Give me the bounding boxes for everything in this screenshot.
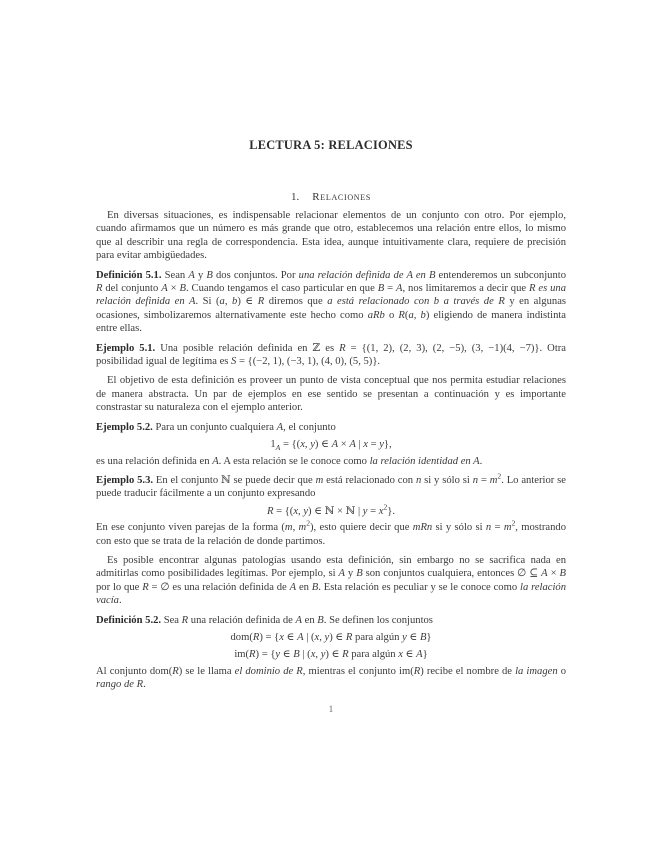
text-segment: y [324,631,330,643]
text-segment: Ejemplo 5.1. [96,342,156,354]
text-segment: . [118,595,122,607]
text-segment: A [289,581,297,593]
text-segment: R [252,631,260,643]
text-segment: ), esto quiere decir que [310,522,413,534]
text-segment: y [344,568,357,580]
text-segment: = {( [280,439,301,451]
text-segment: por lo que [96,581,143,593]
text-segment: está relacionado con [323,474,416,486]
text-segment: = [384,283,396,295]
text-segment: diremos que [264,296,328,308]
text-segment: m [503,522,512,534]
text-segment: ) ∈ [237,296,258,308]
text-segment: ) recibe el nombre de [420,665,516,677]
text-segment: En diversas situaciones, es indispensable relacionar elementos de un conjunto con otro. Por ejemplo, cuando afirmamos que un número es más grande que otro, establecemos una relación entre ellos, lo mismo que al describir una regla de correspondencia. Esta idea, aunque intuitivamente clara, requiere de precisión para evitar ambigüedades. [96,210,566,262]
text-segment: mRn [412,522,433,534]
text-segment: A [295,614,302,626]
text-segment: R es una relación definida en A [96,283,567,308]
text-segment: A [338,568,345,580]
text-segment: ) se le llama [178,665,235,677]
paragraph [96,518,566,548]
text-segment: R [342,649,349,661]
text-segment: } [422,649,428,661]
text-segment: = [478,474,490,486]
text-segment: n [415,474,422,486]
text-segment: }, [383,439,392,451]
text-segment: si y sólo si [421,474,473,486]
text-segment: A [161,283,168,295]
text-segment: , mostrando con esto que se trata de la relación de donde partimos. [96,522,566,547]
text-segment: para algún [352,631,403,643]
text-segment: ∈ [406,631,420,643]
text-segment: | ( [299,649,311,661]
paragraph [96,471,566,501]
text-segment: y [275,649,281,661]
text-segment: y [379,439,384,451]
text-segment: x [300,439,305,451]
text-segment: = ∅ es una relación definida de [148,581,290,593]
paragraph [96,342,566,369]
text-segment: n [485,522,492,534]
text-segment: ) ∈ [325,649,343,661]
text-segment: = [367,439,380,451]
paragraph [96,455,566,468]
text-segment: aRb [367,309,385,321]
text-segment: m [298,522,307,534]
text-segment: A [276,421,284,433]
text-segment: B [377,283,385,295]
section-number: 1. [290,191,300,203]
text-segment: . [479,455,483,467]
text-segment: B [356,568,363,580]
text-segment: , [319,631,325,643]
text-segment: x [363,439,368,451]
text-segment: una relación definida de A en B [298,269,436,281]
section-title: Relaciones [312,191,372,203]
text-segment: x [279,631,284,643]
text-segment: × [547,568,560,580]
text-segment: x [314,631,320,643]
text-segment: en [301,614,318,626]
text-segment: A [188,269,195,281]
text-segment: Definición 5.2. [96,614,162,626]
text-segment: . [143,679,146,691]
paragraph [96,269,566,336]
text-segment: la relación identidad en A [369,455,480,467]
text-segment: B [179,283,186,295]
display-equation [96,648,566,661]
text-segment: a está relacionado con b a través de R [327,296,505,308]
text-segment: ) ∈ [329,631,346,643]
text-segment: b [232,296,238,308]
text-segment: o [384,309,399,321]
text-segment: En ese conjunto viven parejas de la forma ( [96,522,285,534]
text-segment: , el conjunto [283,421,336,433]
text-segment: ) eligiendo de manera indistinta entre ellas. [96,309,567,335]
text-segment: y [362,505,368,517]
text-segment: . Cuando tengamos el caso particular en que [185,283,378,295]
text-segment: Definición 5.1. [96,269,162,281]
text-segment: A [275,443,281,453]
text-segment: B [293,649,300,661]
text-segment: x [310,649,316,661]
text-segment: R [96,283,103,295]
text-segment: entenderemos un subconjunto [435,269,567,281]
text-segment: y [310,439,315,451]
text-segment: 1 [270,439,276,451]
text-segment: R [345,631,353,643]
text-segment: para algún [348,649,399,661]
text-segment: , [292,522,299,534]
text-segment: si y sólo si [432,522,486,534]
text-segment: | ( [303,631,315,643]
text-segment: × [338,439,350,451]
text-segment: Sea [161,614,182,626]
text-segment: ∈ [402,649,417,661]
text-segment: B [311,581,319,593]
document-body [96,209,566,692]
text-segment: , [315,649,321,661]
text-segment: Es posible encontrar algunas patologías usando esta definición, sin embargo no se sacrifica nada en admitirlas como posibilidades legítimas. Por ejemplo, si [96,554,566,580]
text-segment: y [402,631,407,643]
text-segment: R [181,614,189,626]
text-segment: ) ∈ ℕ × ℕ | [308,505,363,517]
text-segment: A [416,649,423,661]
text-segment: m [284,522,293,534]
text-segment: ) ∈ [314,439,332,451]
text-segment: , nos limitaremos a decir que [402,283,530,295]
text-segment: B [206,269,213,281]
text-segment: R [257,296,265,308]
paragraph [96,554,566,608]
text-segment: n [472,474,478,486]
text-segment: = [491,522,504,534]
paragraph [96,374,566,414]
section-heading [96,191,566,203]
text-segment: A [331,439,339,451]
text-segment: a [219,296,225,308]
text-segment: x [398,649,403,661]
text-segment: ) = { [255,649,276,661]
text-segment: x [378,505,384,517]
text-segment: a [408,309,414,321]
text-segment: . Si ( [195,296,220,308]
text-segment: = {( [273,505,294,517]
text-segment: , [298,505,304,517]
paragraph [96,421,566,434]
text-segment: o [557,665,567,677]
text-segment: ∈ [283,631,298,643]
display-equation [96,631,566,644]
text-segment: 2 [511,518,516,528]
text-segment: y [194,269,207,281]
text-segment: dos conjuntos. Por [212,269,299,281]
text-segment: = {(1, 2), (2, 3), (2, −5), (3, −1)(4, −7)}. Otra posibilidad igual de legítima es [96,342,566,368]
text-segment: El objetivo de esta definición es proveer un punto de vista conceptual que nos permita estudiar relaciones de manera abstracta. Un par de ejemplos en ese sentido se presentan a continuación y es importante constrastar su naturaleza con el ejemplo anterior. [96,375,566,414]
text-segment: 2 [497,471,502,481]
text-segment: B [559,568,566,580]
text-segment: } [426,631,432,643]
display-equation [96,502,566,518]
text-segment: del conjunto [102,283,162,295]
text-segment: En el conjunto ℕ se puede decir que [153,474,316,486]
text-segment: = {(−2, 1), (−3, 1), (4, 0), (5, 5)}. [236,356,381,368]
text-segment: R [172,665,179,677]
document-page [96,0,566,715]
text-segment: x [293,505,299,517]
text-segment: la imagen [515,665,558,677]
paragraph [96,665,566,692]
text-segment: una relación definida de [188,614,296,626]
text-segment: y [320,649,326,661]
text-segment: im( [234,649,250,661]
text-segment: ( [404,309,409,321]
text-segment: Sean [161,269,189,281]
text-segment: R [266,505,274,517]
text-segment: Para un conjunto cualquiera [152,421,277,433]
text-segment: , [413,309,421,321]
text-segment: R [249,649,256,661]
text-segment: . A esta relación se le conoce como [218,455,370,467]
text-segment: A [395,283,403,295]
text-segment: el dominio de R [234,665,303,677]
text-segment: × [167,283,180,295]
text-segment: B [419,631,427,643]
text-segment: dom( [230,631,253,643]
text-segment: Ejemplo 5.3. [96,474,154,486]
text-segment: Una posible relación definida en ℤ es [155,342,340,354]
text-segment: R [339,342,346,354]
text-segment: R [398,309,405,321]
text-segment: . Lo anterior se puede traducir fácilmente a un conjunto expresando [96,474,566,500]
text-segment: m [315,474,324,486]
text-segment: A [541,568,548,580]
text-segment: 2 [383,502,388,512]
text-segment: A [349,439,356,451]
text-segment: ) = { [259,631,280,643]
text-segment: ∈ [280,649,294,661]
text-segment: la relación vacía [96,581,566,607]
text-segment: y en algunas ocasiones, simbolizaremos alternativamente este hecho como [96,296,567,321]
text-segment: | [355,439,364,451]
text-segment: son conjuntos cualquiera, entonces ∅ ⊆ [362,568,542,580]
text-segment: . Esta relación es peculiar y se le conoce como [318,581,520,593]
text-segment: }. [387,505,396,517]
text-segment: en [296,581,312,593]
text-segment: A [297,631,304,643]
text-segment: 2 [306,518,311,528]
text-segment: R [142,581,149,593]
text-segment: rango de R [96,679,144,691]
text-segment: b [420,309,426,321]
text-segment: , [304,439,311,451]
text-segment: m [489,474,498,486]
text-segment: S [231,356,237,368]
document-title: LECTURA 5: RELACIONES [249,138,413,152]
display-equation [96,438,566,451]
page-number: 1 [328,704,334,715]
text-segment: , [224,296,233,308]
text-segment: B [317,614,324,626]
text-segment: es una relación definida en [96,455,213,467]
text-segment: Ejemplo 5.2. [96,421,153,433]
paragraph [96,614,566,627]
text-segment: , mientras el conjunto im( [302,665,414,677]
text-segment: . Se definen los conjuntos [323,614,433,626]
text-segment: = [367,505,379,517]
text-segment: A [212,455,219,467]
text-segment: y [303,505,309,517]
text-segment: R [413,665,421,677]
paragraph [96,209,566,263]
text-segment: Al conjunto dom( [96,665,173,677]
